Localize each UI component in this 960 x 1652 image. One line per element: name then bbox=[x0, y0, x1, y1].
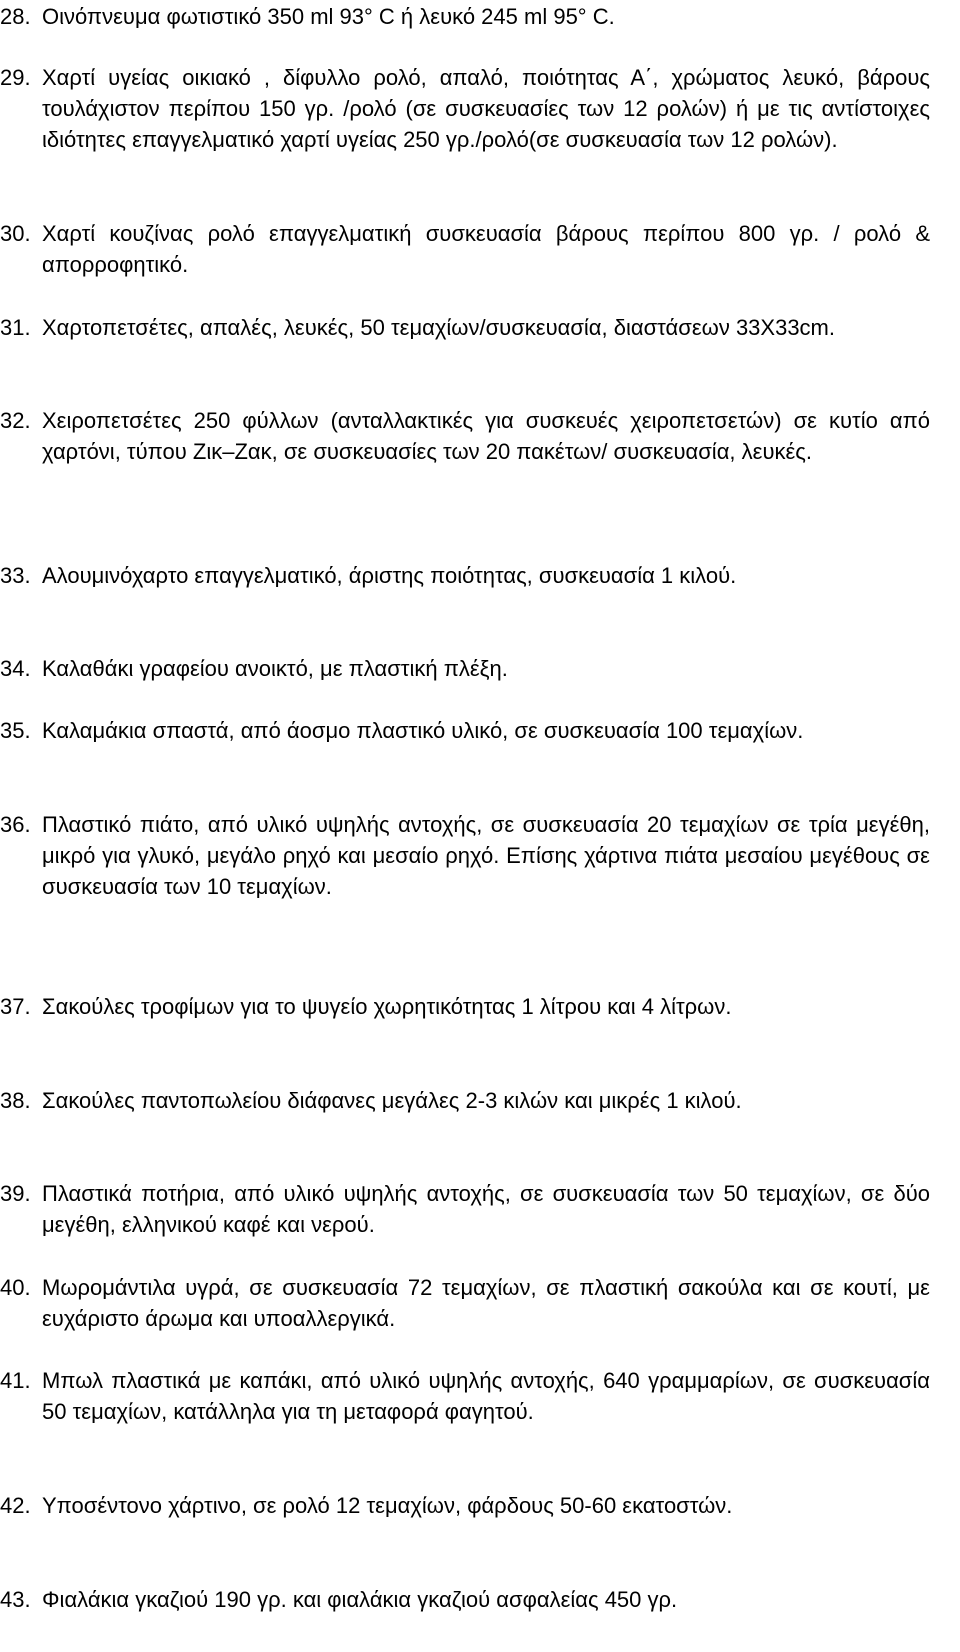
item-number: 35. bbox=[0, 718, 31, 743]
item-number: 29. bbox=[0, 65, 31, 90]
item-text: Χαρτοπετσέτες, απαλές, λευκές, 50 τεμαχίων/συσκευασία, διαστάσεων 33Χ33cm. bbox=[42, 315, 835, 340]
item-number: 32. bbox=[0, 408, 31, 433]
item-number: 33. bbox=[0, 563, 31, 588]
item-number: 39. bbox=[0, 1181, 31, 1206]
list-item-35 bbox=[0, 715, 930, 746]
item-number: 30. bbox=[0, 221, 31, 246]
item-number: 36. bbox=[0, 812, 31, 837]
list-item-33 bbox=[0, 560, 930, 591]
list-item-42 bbox=[0, 1490, 930, 1521]
item-number: 28. bbox=[0, 4, 31, 29]
item-text: Πλαστικά ποτήρια, από υλικό υψηλής αντοχής, σε συσκευασία των 50 τεμαχίων, σε δύο μεγέθη, ελληνικού καφέ και νερού. bbox=[42, 1181, 930, 1238]
item-number: 43. bbox=[0, 1587, 31, 1612]
list-item-38 bbox=[0, 1085, 930, 1116]
item-text: Οινόπνευμα φωτιστικό 350 ml 93° C ή λευκό 245 ml 95° C. bbox=[42, 4, 615, 29]
list-item-30 bbox=[0, 218, 930, 280]
item-text: Χαρτί κουζίνας ρολό επαγγελματική συσκευασία βάρους περίπου 800 γρ. / ρολό & απορροφητικό. bbox=[42, 221, 930, 278]
list-item-34 bbox=[0, 653, 930, 684]
item-text: Χειροπετσέτες 250 φύλλων (ανταλλακτικές για συσκευές χειροπετσετών) σε κυτίο από χαρτόνι, τύπου Ζικ–Ζακ, σε συσκευασίες των 20 πακέτων/ συσκευασία, λευκές. bbox=[42, 408, 930, 465]
list-item-40 bbox=[0, 1272, 930, 1334]
item-text: Καλαθάκι γραφείου ανοικτό, με πλαστική πλέξη. bbox=[42, 656, 508, 681]
item-text: Αλουμινόχαρτο επαγγελματικό, άριστης ποιότητας, συσκευασία 1 κιλού. bbox=[42, 563, 737, 588]
item-text: Σακούλες παντοπωλείου διάφανες μεγάλες 2-3 κιλών και μικρές 1 κιλού. bbox=[42, 1088, 742, 1113]
list-item-29 bbox=[0, 62, 930, 156]
item-number: 40. bbox=[0, 1275, 31, 1300]
list-item-28 bbox=[0, 1, 930, 32]
list-item-32 bbox=[0, 405, 930, 467]
item-text: Μωρομάντιλα υγρά, σε συσκευασία 72 τεμαχίων, σε πλαστική σακούλα και σε κουτί, με ευχάριστο άρωμα και υποαλλεργικά. bbox=[42, 1275, 930, 1332]
item-text: Πλαστικό πιάτο, από υλικό υψηλής αντοχής, σε συσκευασία 20 τεμαχίων σε τρία μεγέθη, μικρό για γλυκό, μεγάλο ρηχό και μεσαίο ρηχό. Επίσης χάρτινα πιάτα μεσαίου μεγέθους σε συσκευασία των 10 τεμαχίων. bbox=[42, 812, 930, 900]
item-number: 41. bbox=[0, 1368, 31, 1393]
item-number: 38. bbox=[0, 1088, 31, 1113]
item-number: 37. bbox=[0, 994, 31, 1019]
list-item-39 bbox=[0, 1178, 930, 1240]
item-text: Μπωλ πλαστικά με καπάκι, από υλικό υψηλής αντοχής, 640 γραμμαρίων, σε συσκευασία 50 τεμαχίων, κατάλληλα για τη μεταφορά φαγητού. bbox=[42, 1368, 930, 1425]
item-text: Υποσέντονο χάρτινο, σε ρολό 12 τεμαχίων, φάρδους 50-60 εκατοστών. bbox=[42, 1493, 733, 1518]
list-item-43 bbox=[0, 1584, 930, 1615]
list-item-36 bbox=[0, 809, 930, 903]
item-number: 42. bbox=[0, 1493, 31, 1518]
list-item-37 bbox=[0, 991, 930, 1022]
item-text: Καλαμάκια σπαστά, από άοσμο πλαστικό υλικό, σε συσκευασία 100 τεμαχίων. bbox=[42, 718, 804, 743]
item-number: 34. bbox=[0, 656, 31, 681]
item-text: Χαρτί υγείας οικιακό , δίφυλλο ρολό, απαλό, ποιότητας Α΄, χρώματος λευκό, βάρους τουλάχιστον περίπου 150 γρ. /ρολό (σε συσκευασίες των 12 ρολών) ή με τις αντίστοιχες ιδιότητες επαγγελματικό χαρτί υγείας 250 γρ./ρολό(σε συσκευασία των 12 ρολών). bbox=[42, 65, 930, 153]
list-item-31 bbox=[0, 312, 930, 343]
item-number: 31. bbox=[0, 315, 31, 340]
item-text: Σακούλες τροφίμων για το ψυγείο χωρητικότητας 1 λίτρου και 4 λίτρων. bbox=[42, 994, 732, 1019]
item-text: Φιαλάκια γκαζιού 190 γρ. και φιαλάκια γκαζιού ασφαλείας 450 γρ. bbox=[42, 1587, 678, 1612]
list-item-41 bbox=[0, 1365, 930, 1427]
